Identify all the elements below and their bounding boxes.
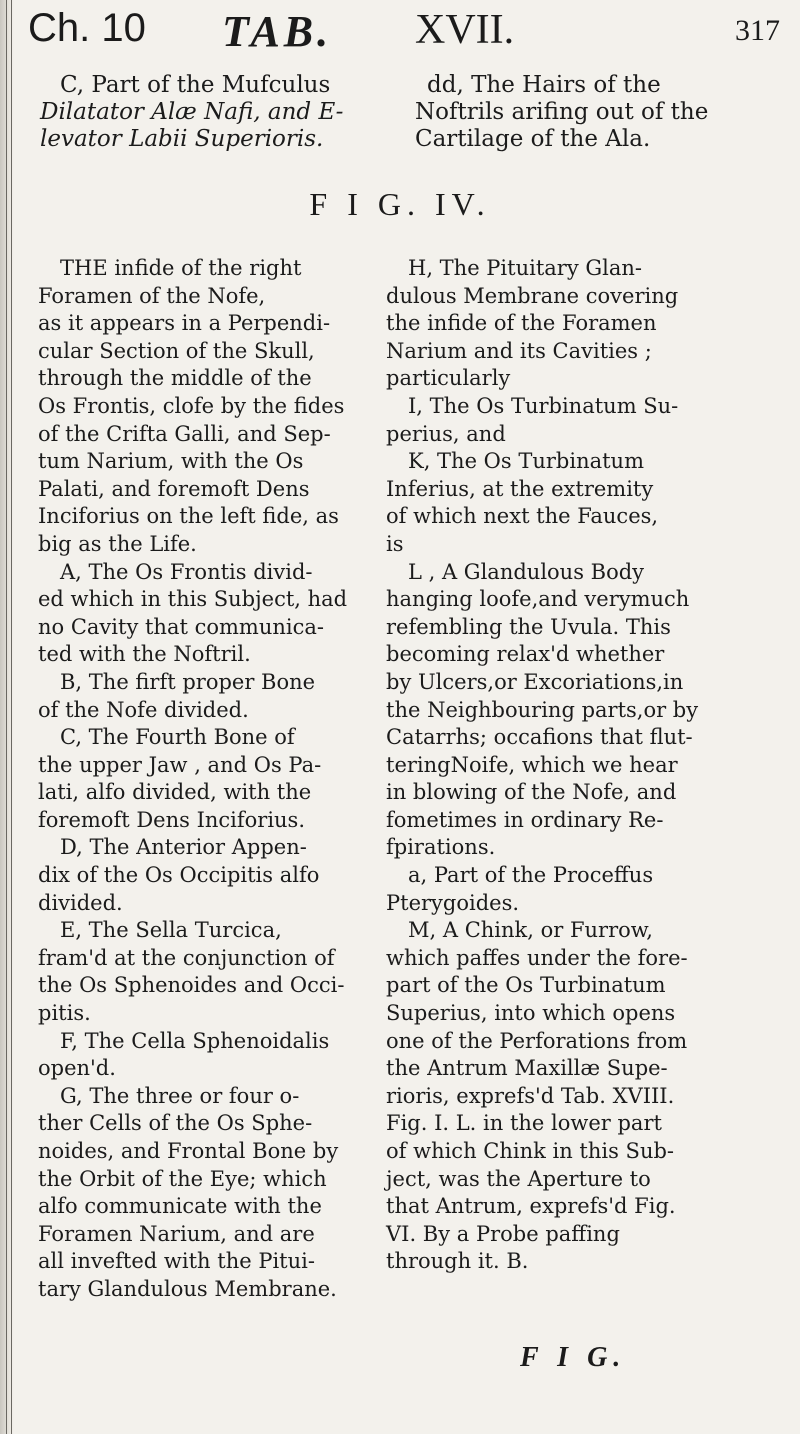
text-line: in blowing of the Nofe, and: [386, 780, 677, 805]
text-line: Cartilage of the Ala.: [415, 126, 651, 152]
text-line: the upper Jaw , and Os Pa-: [38, 752, 322, 777]
text-line: of the Crifta Galli, and Sep-: [38, 421, 331, 446]
text-line: is: [386, 531, 404, 556]
chapter-label: Ch. 10: [28, 6, 146, 50]
text-line: of the Nofe divided.: [38, 697, 249, 722]
text-line: Catarrhs; occafions that flut-: [386, 725, 693, 750]
text-line: Noftrils arifing out of the: [415, 99, 709, 125]
text-line: Inferius, at the extremity: [386, 476, 654, 501]
continued-left: [40, 72, 385, 153]
text-line: divided.: [38, 890, 123, 915]
text-line: of which next the Fauces,: [386, 504, 659, 529]
text-line: the Os Sphenoides and Occi-: [38, 973, 345, 998]
text-line: ed which in this Subject, had: [38, 587, 348, 612]
text-line: big as the Life.: [38, 531, 197, 556]
text-line: cular Section of the Skull,: [38, 338, 315, 363]
text-line: M, A Chink, or Furrow,: [408, 918, 653, 943]
text-line: fpirations.: [386, 835, 496, 860]
text-line: B, The firft proper Bone: [60, 669, 316, 694]
text-line: ject, was the Aperture to: [386, 1166, 651, 1191]
text-line: as it appears in a Perpendi-: [38, 311, 331, 336]
text-line: Superius, into which opens: [386, 1001, 676, 1026]
text-line: that Antrum, exprefs'd Fig.: [386, 1194, 676, 1219]
text-line: of which Chink in this Sub-: [386, 1139, 675, 1163]
text-line: fometimes in ordinary Re-: [386, 807, 664, 832]
page-number: 317: [735, 14, 780, 47]
text-line: refembling the Uvula. This: [386, 614, 671, 639]
text-line: pitis.: [38, 1001, 91, 1026]
text-line: L , A Glandulous Body: [408, 559, 645, 584]
text-line: E, The Sella Turcica,: [60, 918, 282, 943]
text-line: Foramen of the Nofe,: [38, 283, 266, 308]
text-line: by Ulcers,or Excoriations,in: [386, 669, 684, 694]
text-line: Dilatator Alæ Nafi, and E-: [40, 99, 344, 125]
text-line: the infide of the Foramen: [386, 311, 657, 336]
text-line: dulous Membrane covering: [386, 283, 679, 308]
text-line: through the middle of the: [38, 366, 312, 391]
figure-title: F I G. IV.: [309, 186, 491, 222]
text-line: Inciforius on the left fide, as: [38, 504, 339, 529]
text-line: the Orbit of the Eye; which: [38, 1166, 327, 1191]
next-figure-catchword: F I G.: [520, 1342, 627, 1373]
text-line: becoming relax'd whether: [386, 642, 665, 667]
text-line: one of the Perforations from: [386, 1028, 688, 1053]
text-line: open'd.: [38, 1056, 116, 1081]
text-line: hanging loofe,and verymuch: [386, 587, 690, 612]
text-line: Pterygoides.: [386, 890, 520, 915]
text-line: all invefted with the Pitui-: [38, 1249, 315, 1274]
text-line: noides, and Frontal Bone by: [38, 1139, 339, 1163]
text-line: rioris, exprefs'd Tab. XVIII.: [386, 1083, 675, 1108]
text-line: particularly: [386, 366, 511, 391]
continued-text: [40, 72, 770, 152]
text-line: lati, alfo divided, with the: [38, 780, 312, 805]
text-line: Palati, and foremoft Dens: [38, 476, 310, 501]
text-line: dd, The Hairs of the: [427, 72, 661, 98]
text-line: G, The three or four o-: [60, 1083, 300, 1108]
text-line: teringNoife, which we hear: [386, 752, 678, 777]
text-line: ther Cells of the Os Sphe-: [38, 1111, 313, 1136]
right-column: [386, 255, 758, 1276]
text-line: alfo communicate with the: [38, 1194, 322, 1219]
text-line: tary Glandulous Membrane.: [38, 1276, 337, 1301]
continued-right: [415, 72, 775, 153]
text-line: levator Labii Superioris.: [40, 126, 324, 152]
text-line: foremoft Dens Inciforius.: [38, 807, 306, 832]
text-line: the Antrum Maxillæ Supe-: [386, 1056, 668, 1081]
text-line: no Cavity that communica-: [38, 614, 324, 639]
text-line: dix of the Os Occipitis alfo: [38, 863, 320, 888]
text-line: through it. B.: [386, 1249, 529, 1274]
text-line: K, The Os Turbinatum: [408, 449, 644, 474]
text-line: D, The Anterior Appen-: [60, 835, 307, 860]
text-line: part of the Os Turbinatum: [386, 973, 666, 998]
text-line: ted with the Noftril.: [38, 642, 251, 667]
text-line: C, Part of the Mufculus: [60, 72, 331, 98]
text-line: I, The Os Turbinatum Su-: [408, 393, 679, 418]
text-line: a, Part of the Proceffus: [408, 863, 654, 888]
tab-label: TAB.: [222, 7, 333, 56]
left-column: [38, 255, 378, 1304]
text-line: the Neighbouring parts,or by: [386, 697, 699, 722]
text-line: perius, and: [386, 421, 506, 446]
text-line: Fig. I. L. in the lower part: [386, 1111, 662, 1136]
text-line: fram'd at the conjunction of: [38, 945, 335, 970]
text-line: tum Narium, with the Os: [38, 449, 304, 474]
running-header: [20, 4, 782, 64]
text-line: H, The Pituitary Glan-: [408, 256, 642, 280]
text-line: C, The Fourth Bone of: [60, 725, 295, 750]
tab-number: XVII.: [415, 7, 515, 53]
text-line: F, The Cella Sphenoidalis: [60, 1028, 330, 1053]
text-line: Narium and its Cavities ;: [386, 338, 652, 363]
text-line: Os Frontis, clofe by the fides: [38, 393, 345, 418]
text-line: A, The Os Frontis divid-: [60, 559, 313, 584]
text-line: which paffes under the fore-: [386, 945, 688, 970]
text-line: VI. By a Probe paffing: [386, 1221, 620, 1246]
text-line: Foramen Narium, and are: [38, 1221, 315, 1246]
text-line: THE infide of the right: [60, 256, 302, 280]
